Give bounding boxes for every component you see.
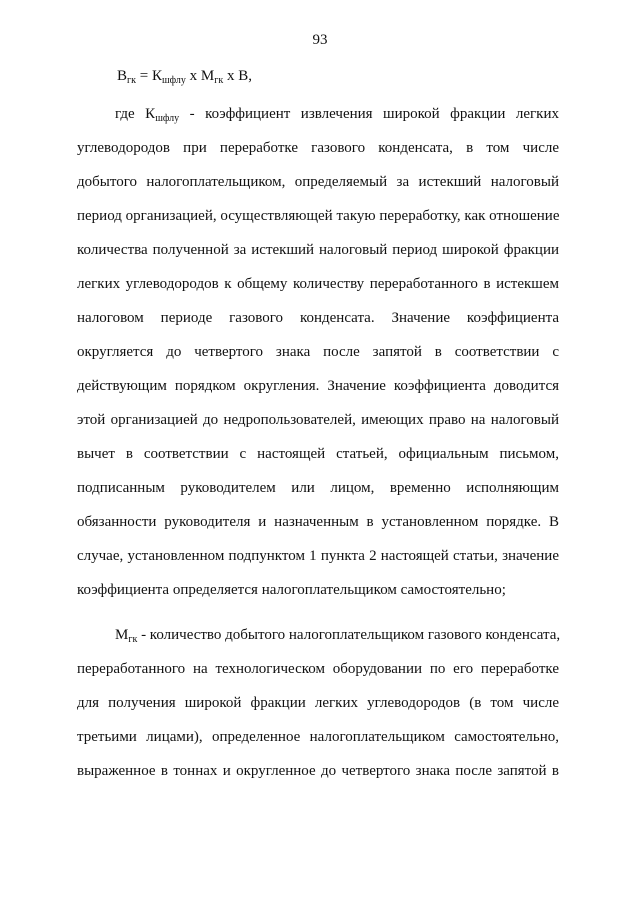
paragraph-line: количества полученной за истекший налоговый период широкой фракции xyxy=(77,242,559,258)
formula-lhs-subscript: гк xyxy=(127,75,136,86)
paragraph-line: подписанным руководителем или лицом, временно исполняющим xyxy=(77,480,559,496)
paragraph-line: этой организацией до недропользователей, имеющих право на налоговый xyxy=(77,412,559,428)
paragraph-line: обязанности руководителя и назначенным в установленном порядке. В xyxy=(77,514,559,530)
formula-m-subscript: гк xyxy=(214,75,224,86)
paragraph-line xyxy=(77,624,559,658)
formula-equals: = xyxy=(135,68,152,84)
paragraph-line: вычет в соответствии с настоящей статьей, официальным письмом, xyxy=(77,446,559,462)
paragraph-line: коэффициента определяется налогоплательщиком самостоятельно; xyxy=(77,582,506,598)
paragraph-line: случае, установленном подпунктом 1 пункта 2 настоящей статьи, значение xyxy=(77,548,559,564)
paragraph-line: углеводородов при переработке газового конденсата, в том числе xyxy=(77,140,559,156)
paragraph-first-line-rest: - коэффициент извлечения широкой фракции легких xyxy=(179,106,559,122)
paragraph-line: выраженное в тоннах и округленное до четвертого знака после запятой в xyxy=(77,763,559,779)
formula-times: х xyxy=(185,68,201,84)
paragraph-line: налоговом периоде газового конденсата. Значение коэффициента xyxy=(77,310,559,326)
paragraph-line: для получения широкой фракции легких углеводородов (в том числе xyxy=(77,695,559,711)
paragraph-line: легких углеводородов к общему количеству переработанного в истекшем xyxy=(77,276,559,292)
paragraph-line: третьими лицами), определенное налогоплательщиком самостоятельно, xyxy=(77,729,559,745)
paragraph-lead: М xyxy=(115,627,129,643)
formula-lhs: В xyxy=(117,68,128,84)
paragraph-lead: где К xyxy=(115,106,156,122)
paragraph-line: переработанного на технологическом оборудовании по его переработке xyxy=(77,661,559,677)
paragraph-line: период организацией, осуществляющей такую переработку, как отношение xyxy=(77,208,560,224)
formula-k: К xyxy=(151,68,162,84)
paragraph-kshflu-definition xyxy=(77,103,559,613)
paragraph-mgk-definition xyxy=(77,624,559,794)
formula xyxy=(117,68,252,85)
formula-m: М xyxy=(200,68,215,84)
paragraph-line: округляется до четвертого знака после запятой в соответствии с xyxy=(77,344,559,360)
paragraph-line xyxy=(77,103,559,137)
paragraph-first-line-rest: - количество добытого налогоплательщиком газового конденсата, xyxy=(137,627,561,643)
page-number: 93 xyxy=(312,32,328,48)
formula-tail: х В, xyxy=(223,68,252,84)
paragraph-line: действующим порядком округления. Значение коэффициента доводится xyxy=(77,378,559,394)
paragraph-lead-subscript: шфлу xyxy=(155,113,180,124)
paragraph-line: добытого налогоплательщиком, определяемый за истекший налоговый xyxy=(77,174,559,190)
paragraph-lead-subscript: гк xyxy=(128,634,138,645)
formula-k-subscript: шфлу xyxy=(161,75,186,86)
